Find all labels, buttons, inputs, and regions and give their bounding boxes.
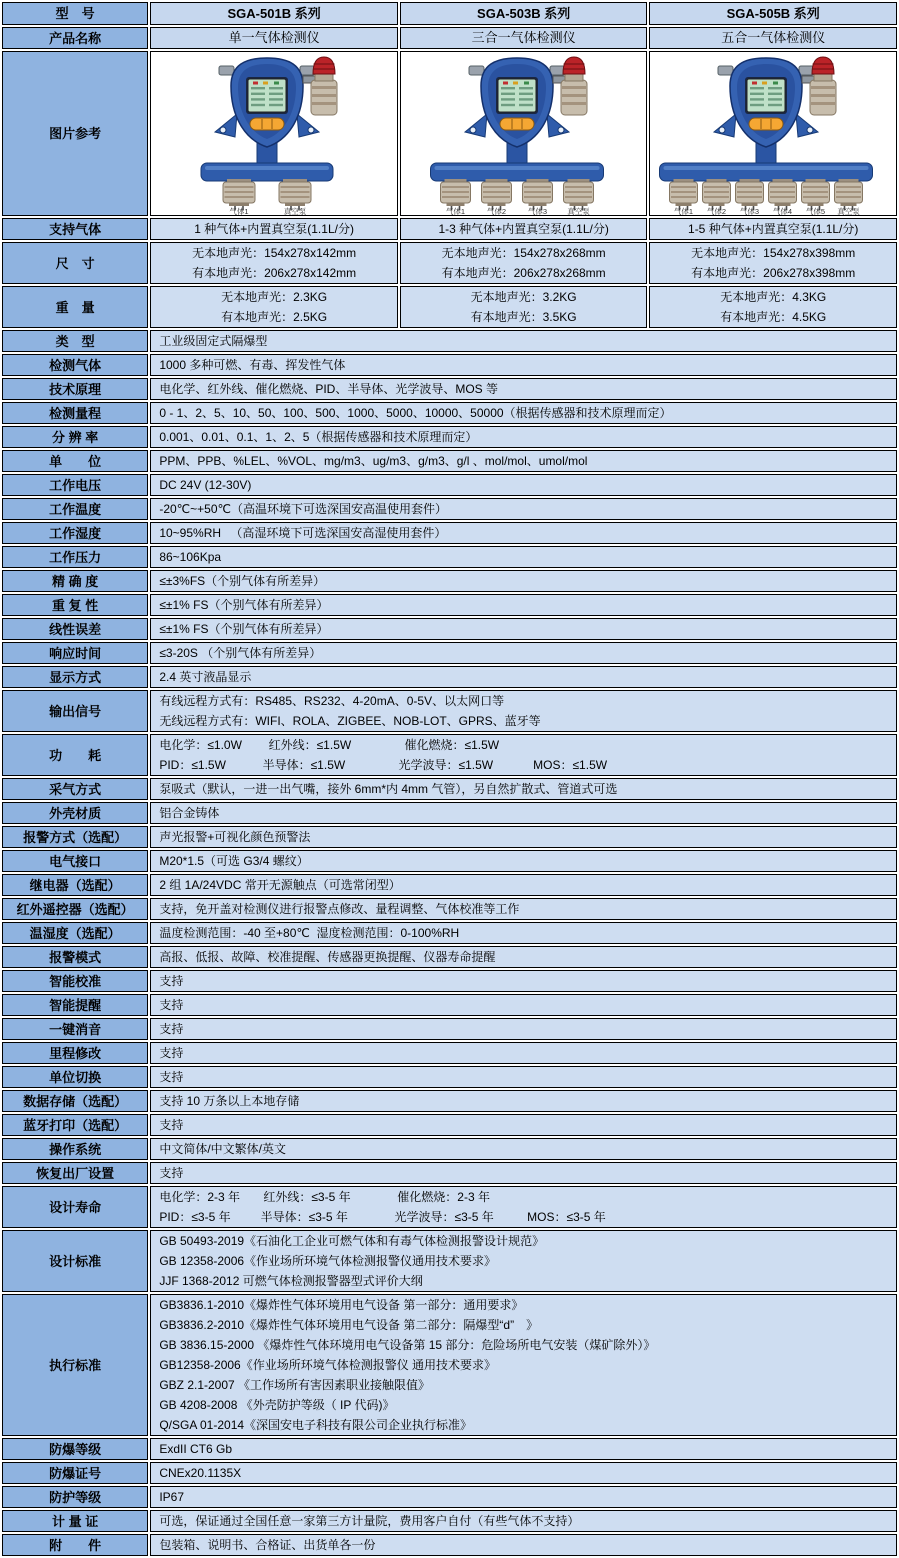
- spec-line: GB 3836.15-2000 《爆炸性气体环境用电气设备第 15 部分：危险场所电气安装（煤矿除外）》: [159, 1338, 656, 1352]
- spec-value: [150, 402, 897, 424]
- spec-row: [2, 498, 897, 520]
- spec-line: 有本地声光：2.5KG: [221, 310, 328, 324]
- spec-row: [2, 802, 897, 824]
- product-name: 三合一气体检测仪: [400, 27, 648, 49]
- row-label: 单 位: [2, 450, 148, 472]
- sensor-label: 气体4: [773, 207, 793, 215]
- spec-row: [2, 1186, 897, 1228]
- row-label: 继电器（选配）: [2, 874, 148, 896]
- spec-line: 有本地声光：206x278x268mm: [441, 266, 606, 280]
- spec-line: 0 - 1、2、5、10、50、100、500、1000、5000、10000、50000（根据传感器和技术原理而定）: [159, 406, 672, 420]
- spec-value: [150, 898, 897, 920]
- spec-line: Q/SGA 01-2014《深国安电子科技有限公司企业执行标准》: [159, 1418, 473, 1432]
- spec-line: 10~95%RH （高湿环境下可选深国安高湿使用套件）: [159, 526, 447, 540]
- spec-line: ≤±1% FS（个别气体有所差异）: [159, 622, 329, 636]
- spec-row: [2, 450, 897, 472]
- spec-row: [2, 1138, 897, 1160]
- spec-value: [150, 802, 897, 824]
- spec-value: [150, 946, 897, 968]
- spec-value: [150, 826, 897, 848]
- spec-value: [150, 426, 897, 448]
- spec-row: [2, 826, 897, 848]
- spec-line: 1-3 种气体+内置真空泵(1.1L/分): [438, 222, 609, 236]
- row-label: 线性误差: [2, 618, 148, 640]
- spec-row: [2, 778, 897, 800]
- spec-row: [2, 1066, 897, 1088]
- row-label: 电气接口: [2, 850, 148, 872]
- spec-row: [2, 378, 897, 400]
- spec-value: [150, 450, 897, 472]
- spec-line: 可选，保证通过全国任意一家第三方计量院，费用客户自付（有些气体不支持）: [159, 1514, 580, 1528]
- spec-value: [150, 850, 897, 872]
- spec-row: [2, 546, 897, 568]
- row-label: 外壳材质: [2, 802, 148, 824]
- spec-value: [150, 1438, 897, 1460]
- spec-row: [2, 618, 897, 640]
- spec-value: [150, 642, 897, 664]
- product-name: 五合一气体检测仪: [649, 27, 897, 49]
- spec-line: M20*1.5（可选 G3/4 螺纹）: [159, 854, 309, 868]
- spec-value: [150, 922, 897, 944]
- spec-line: 支持，免开盖对检测仪进行报警点修改、量程调整、气体校准等工作: [159, 902, 520, 916]
- model-name: SGA-505B 系列: [649, 2, 897, 25]
- row-label: 附 件: [2, 1534, 148, 1556]
- spec-line: ≤±1% FS（个别气体有所差异）: [159, 598, 329, 612]
- row-label: 显示方式: [2, 666, 148, 688]
- spec-line: 支持: [159, 1166, 184, 1180]
- spec-line: GB3836.1-2010《爆炸性气体环境用电气设备 第一部分：通用要求》: [159, 1298, 524, 1312]
- spec-line: GB12358-2006《作业场所环境气体检测报警仪 通用技术要求》: [159, 1358, 497, 1372]
- row-label: 报警方式（选配）: [2, 826, 148, 848]
- row-label: 功 耗: [2, 734, 148, 776]
- sensor-label: 气体3: [740, 207, 760, 215]
- spec-value: [150, 1230, 897, 1292]
- spec-value: [150, 874, 897, 896]
- row-label: 里程修改: [2, 1042, 148, 1064]
- row-label: 检测量程: [2, 402, 148, 424]
- row-label-product: 产品名称: [2, 27, 148, 49]
- row-label-model: 型 号: [2, 2, 148, 25]
- spec-value: [150, 1090, 897, 1112]
- spec-line: 支持: [159, 1046, 184, 1060]
- spec-line: DC 24V (12-30V): [159, 478, 252, 492]
- spec-line: 包装箱、说明书、合格证、出货单各一份: [159, 1538, 376, 1552]
- spec-row: [2, 1230, 897, 1292]
- spec-row: [2, 1090, 897, 1112]
- row-label: 采气方式: [2, 778, 148, 800]
- spec-value: [649, 286, 897, 328]
- spec-value: [150, 690, 897, 732]
- spec-line: 支持: [159, 974, 184, 988]
- spec-row: [2, 1042, 897, 1064]
- sensor-label: 气体1: [445, 207, 465, 215]
- spec-row: [2, 1510, 897, 1532]
- spec-line: JJF 1368-2012 可燃气体检测报警器型式评价大纲: [159, 1274, 423, 1288]
- spec-line: 无本地声光：2.3KG: [221, 290, 328, 304]
- spec-row: [2, 426, 897, 448]
- spec-row: [2, 850, 897, 872]
- spec-line: PID：≤1.5W 半导体：≤1.5W 光学波导：≤1.5W MOS：≤1.5W: [159, 758, 608, 772]
- row-label: 恢复出厂设置: [2, 1162, 148, 1184]
- image-row: [2, 51, 897, 216]
- spec-row: [2, 874, 897, 896]
- row-label: 精 确 度: [2, 570, 148, 592]
- spec-row: [2, 1486, 897, 1508]
- detector-illustration: [401, 52, 647, 215]
- spec-value: [150, 666, 897, 688]
- detector-illustration: [151, 52, 397, 215]
- spec-row: [2, 994, 897, 1016]
- spec-value: [150, 218, 398, 240]
- spec-line: 支持: [159, 1070, 184, 1084]
- spec-value: [150, 242, 398, 284]
- spec-row: [2, 690, 897, 732]
- spec-value: [150, 522, 897, 544]
- spec-row: [2, 642, 897, 664]
- sensor-label: 气体2: [486, 207, 506, 215]
- spec-line: 1 种气体+内置真空泵(1.1L/分): [194, 222, 354, 236]
- spec-line: 支持 10 万条以上本地存储: [159, 1094, 300, 1108]
- spec-value: [150, 1018, 897, 1040]
- sensor-label: 气体3: [527, 207, 547, 215]
- sensor-label: 气体1: [674, 207, 694, 215]
- row-label: 重 复 性: [2, 594, 148, 616]
- row-label: 防爆等级: [2, 1438, 148, 1460]
- spec-row: [2, 1294, 897, 1436]
- spec-value: [150, 286, 398, 328]
- spec-value: [400, 242, 648, 284]
- row-label: 执行标准: [2, 1294, 148, 1436]
- spec-line: 电化学：≤1.0W 红外线：≤1.5W 催化燃烧：≤1.5W: [159, 738, 500, 752]
- spec-line: 有本地声光：206x278x142mm: [192, 266, 357, 280]
- row-label: 设计标准: [2, 1230, 148, 1292]
- spec-line: 温度检测范围：-40 至+80℃ 湿度检测范围：0-100%RH: [159, 926, 460, 940]
- row-label: 温湿度（选配）: [2, 922, 148, 944]
- spec-line: 86~106Kpa: [159, 550, 222, 564]
- spec-value: [150, 570, 897, 592]
- sensor-label: 气体5: [806, 207, 826, 215]
- spec-line: 无本地声光：154x278x398mm: [691, 246, 856, 260]
- spec-line: 铝合金铸体: [159, 806, 220, 820]
- spec-row: [2, 570, 897, 592]
- spec-line: 电化学、红外线、催化燃烧、PID、半导体、光学波导、MOS 等: [159, 382, 499, 396]
- spec-line: 1000 多种可燃、有毒、挥发性气体: [159, 358, 346, 372]
- spec-line: 无本地声光：3.2KG: [470, 290, 577, 304]
- row-label: 防护等级: [2, 1486, 148, 1508]
- row-label: 重 量: [2, 286, 148, 328]
- spec-value: [150, 1186, 897, 1228]
- spec-line: 高报、低报、故障、校准提醒、传感器更换提醒、仪器寿命提醒: [159, 950, 496, 964]
- spec-value: [649, 218, 897, 240]
- spec-line: 无线远程方式有：WIFI、ROLA、ZIGBEE、NOB-LOT、GPRS、蓝牙等: [159, 714, 541, 728]
- row-label: 红外遥控器（选配）: [2, 898, 148, 920]
- sensor-label: 气体1: [229, 207, 249, 215]
- spec-line: 支持: [159, 998, 184, 1012]
- spec-row: [2, 1438, 897, 1460]
- row-label: 一键消音: [2, 1018, 148, 1040]
- spec-row: [2, 1534, 897, 1556]
- spec-value: [150, 1294, 897, 1436]
- spec-value: [150, 1510, 897, 1532]
- row-label: 尺 寸: [2, 242, 148, 284]
- spec-line: 无本地声光：4.3KG: [720, 290, 827, 304]
- spec-value: [150, 354, 897, 376]
- spec-line: 2.4 英寸液晶显示: [159, 670, 252, 684]
- spec-row: [2, 1018, 897, 1040]
- spec-value: [150, 1162, 897, 1184]
- row-label: 检测气体: [2, 354, 148, 376]
- spec-value: [150, 378, 897, 400]
- spec-row: [2, 666, 897, 688]
- product-image-cell: [150, 51, 398, 216]
- spec-line: ≤±3%FS（个别气体有所差异）: [159, 574, 326, 588]
- spec-line: PID：≤3-5 年 半导体：≤3-5 年 光学波导：≤3-5 年 MOS：≤3-5 年: [159, 1210, 606, 1224]
- spec-row: [2, 734, 897, 776]
- spec-value: [150, 498, 897, 520]
- spec-line: ExdII CT6 Gb: [159, 1442, 233, 1456]
- product-image-cell: [649, 51, 897, 216]
- spec-line: 支持: [159, 1022, 184, 1036]
- spec-row: [2, 402, 897, 424]
- spec-value: [150, 1042, 897, 1064]
- product-name: 单一气体检测仪: [150, 27, 398, 49]
- spec-row: [2, 522, 897, 544]
- spec-value: [150, 1486, 897, 1508]
- spec-line: CNEx20.1135X: [159, 1466, 242, 1480]
- spec-value: [150, 1138, 897, 1160]
- spec-line: 泵吸式（默认，一进一出气嘴，接外 6mm*内 4mm 气管），另自然扩散式、管道式可选: [159, 782, 618, 796]
- spec-value: [150, 1534, 897, 1556]
- detector-illustration: [650, 52, 896, 215]
- row-label: 蓝牙打印（选配）: [2, 1114, 148, 1136]
- row-label: 工作电压: [2, 474, 148, 496]
- row-label: 工作温度: [2, 498, 148, 520]
- row-label: 设计寿命: [2, 1186, 148, 1228]
- spec-line: -20℃~+50℃（高温环境下可选深国安高温使用套件）: [159, 502, 447, 516]
- spec-table-body: [2, 2, 897, 1556]
- spec-line: 无本地声光：154x278x142mm: [192, 246, 357, 260]
- row-label: 单位切换: [2, 1066, 148, 1088]
- spec-row: [2, 970, 897, 992]
- spec-value: [150, 594, 897, 616]
- spec-line: 有本地声光：206x278x398mm: [691, 266, 856, 280]
- spec-row: [2, 1114, 897, 1136]
- spec-value: [150, 970, 897, 992]
- spec-row: [2, 898, 897, 920]
- model-name: SGA-501B 系列: [150, 2, 398, 25]
- spec-value: [150, 330, 897, 352]
- spec-line: 有本地声光：4.5KG: [720, 310, 827, 324]
- spec-row: [2, 354, 897, 376]
- spec-line: GB 4208-2008 《外壳防护等级（ IP 代码)》: [159, 1398, 395, 1412]
- spec-line: PPM、PPB、%LEL、%VOL、mg/m3、ug/m3、g/m3、g/l 、mol/mol、umol/mol: [159, 454, 588, 468]
- spec-line: ≤3-20S （个别气体有所差异）: [159, 646, 322, 660]
- spec-line: 1-5 种气体+内置真空泵(1.1L/分): [688, 222, 859, 236]
- spec-value: [150, 994, 897, 1016]
- row-label: 工作压力: [2, 546, 148, 568]
- spec-value: [150, 1066, 897, 1088]
- row-label: 智能提醒: [2, 994, 148, 1016]
- row-label: 响应时间: [2, 642, 148, 664]
- product-image-cell: [400, 51, 648, 216]
- row-label: 报警模式: [2, 946, 148, 968]
- spec-value: [649, 242, 897, 284]
- spec-value: [150, 1462, 897, 1484]
- spec-line: 0.001、0.01、0.1、1、2、5（根据传感器和技术原理而定）: [159, 430, 478, 444]
- spec-row: [2, 594, 897, 616]
- spec-line: 中文简体/中文繁体/英文: [159, 1142, 286, 1156]
- spec-value: [150, 778, 897, 800]
- row-label: 智能校准: [2, 970, 148, 992]
- spec-row: [2, 922, 897, 944]
- spec-row: [2, 286, 897, 328]
- spec-value: [150, 546, 897, 568]
- spec-value: [150, 734, 897, 776]
- spec-line: 电化学：2-3 年 红外线：≤3-5 年 催化燃烧：2-3 年: [159, 1190, 490, 1204]
- sensor-label: 真空泵: [567, 207, 590, 215]
- spec-line: 2 组 1A/24VDC 常开无源触点（可选常闭型）: [159, 878, 401, 892]
- row-label: 防爆证号: [2, 1462, 148, 1484]
- spec-row: [2, 1162, 897, 1184]
- sensor-label: 真空泵: [837, 207, 861, 215]
- row-label: 类 型: [2, 330, 148, 352]
- row-label: 技术原理: [2, 378, 148, 400]
- spec-line: GBZ 2.1-2007 《工作场所有害因素职业接触限值》: [159, 1378, 431, 1392]
- spec-value: [150, 1114, 897, 1136]
- sensor-label: 气体2: [707, 207, 727, 215]
- row-label: 支持气体: [2, 218, 148, 240]
- spec-row: [2, 330, 897, 352]
- spec-line: GB 12358-2006《作业场所环境气体检测报警仪通用技术要求》: [159, 1254, 497, 1268]
- spec-row: [2, 1462, 897, 1484]
- sensor-label: 真空泵: [284, 207, 307, 215]
- spec-row: [2, 474, 897, 496]
- row-label-image: 图片参考: [2, 51, 148, 216]
- row-label: 分 辨 率: [2, 426, 148, 448]
- spec-value: [400, 286, 648, 328]
- spec-value: [150, 618, 897, 640]
- spec-line: 有本地声光：3.5KG: [470, 310, 577, 324]
- row-label: 计 量 证: [2, 1510, 148, 1532]
- spec-value: [400, 218, 648, 240]
- spec-line: 支持: [159, 1118, 184, 1132]
- row-label: 操作系统: [2, 1138, 148, 1160]
- spec-line: 无本地声光：154x278x268mm: [441, 246, 606, 260]
- spec-line: 有线远程方式有：RS485、RS232、4-20mA、0-5V、以太网口等: [159, 694, 505, 708]
- spec-line: IP67: [159, 1490, 185, 1504]
- row-label: 输出信号: [2, 690, 148, 732]
- spec-value: [150, 474, 897, 496]
- spec-row: [2, 218, 897, 240]
- row-label: 工作湿度: [2, 522, 148, 544]
- spec-line: 声光报警+可视化颜色预警法: [159, 830, 311, 844]
- spec-row: [2, 946, 897, 968]
- product-row: [2, 27, 897, 49]
- spec-line: 工业级固定式隔爆型: [159, 334, 268, 348]
- spec-line: GB 50493-2019《石油化工企业可燃气体和有毒气体检测报警设计规范》: [159, 1234, 545, 1248]
- row-label: 数据存储（选配）: [2, 1090, 148, 1112]
- spec-row: [2, 242, 897, 284]
- model-row: [2, 2, 897, 25]
- model-name: SGA-503B 系列: [400, 2, 648, 25]
- spec-line: GB3836.2-2010《爆炸性气体环境用电气设备 第二部分：隔爆型“d” 》: [159, 1318, 539, 1332]
